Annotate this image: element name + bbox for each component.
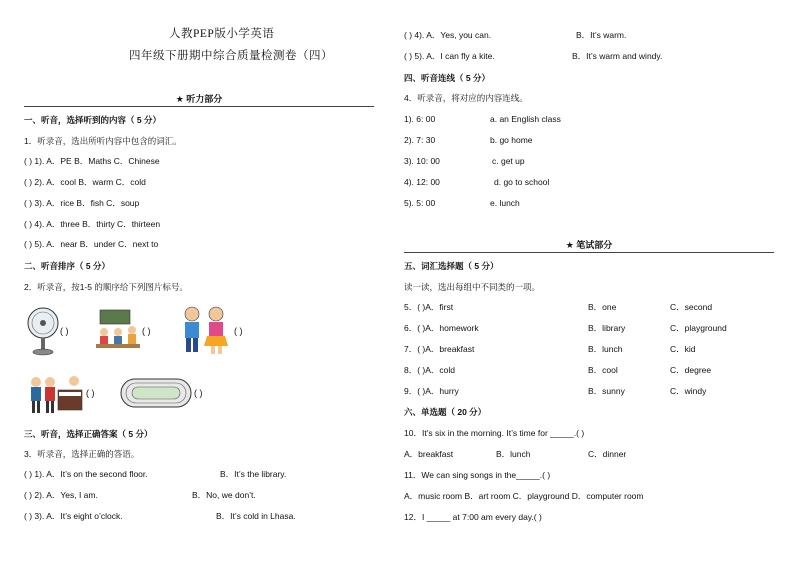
match-left: 2). 7: 30 bbox=[404, 135, 436, 145]
right-column bbox=[404, 0, 774, 561]
part3-item-b: B．It’s warm. bbox=[576, 30, 627, 40]
doc-title-line1: 人教PEP版小学英语 bbox=[169, 28, 275, 40]
part3-item-a: ( ) 4). A．Yes, you can. bbox=[404, 30, 492, 40]
vocab-option-b: B．cool bbox=[588, 365, 618, 375]
mc-question-10: 10．It’s six in the morning. It’s time for _____.( ) bbox=[404, 428, 585, 438]
mc-options-11: A．music room B．art room C．playground D．computer room bbox=[404, 491, 644, 501]
left-column bbox=[24, 0, 374, 561]
children-playing-picture bbox=[176, 302, 234, 356]
part1-item: ( ) 3). A．rice B．fish C．soup bbox=[24, 198, 140, 208]
part3-item-a: ( ) 3). A．It’s eight o’clock. bbox=[24, 511, 123, 521]
part1-item: ( ) 4). A．three B．thirty C．thirteen bbox=[24, 219, 161, 229]
section-divider bbox=[404, 252, 774, 253]
match-left: 5). 5: 00 bbox=[404, 198, 436, 208]
vocab-option-b: B．lunch bbox=[588, 344, 623, 354]
answer-paren: ( ) bbox=[234, 326, 243, 336]
part3-item-a: ( ) 2). A．Yes, I am. bbox=[24, 490, 98, 500]
classroom-picture bbox=[94, 308, 142, 350]
match-right: d. go to school bbox=[494, 177, 550, 187]
running-track-picture bbox=[120, 378, 192, 408]
music-class-picture bbox=[26, 372, 84, 416]
vocab-question: 5．( )A．first bbox=[404, 302, 454, 312]
part5-heading: 五、词汇选择题（ 5 分） bbox=[404, 261, 499, 271]
part3-item-b: B．No, we don’t. bbox=[192, 490, 256, 500]
vocab-option-b: B．sunny bbox=[588, 386, 625, 396]
vocab-question: 8．( )A．cold bbox=[404, 365, 456, 375]
part1-item: ( ) 2). A．cool B．warm C．cold bbox=[24, 177, 146, 187]
vocab-option-c: C．degree bbox=[670, 365, 712, 375]
listening-section-title: ★ 听力部分 bbox=[175, 94, 223, 104]
part3-item-a: ( ) 5). A．I can fly a kite. bbox=[404, 51, 495, 61]
part6-heading: 六、单选题（ 20 分） bbox=[404, 407, 487, 417]
vocab-option-c: C．playground bbox=[670, 323, 727, 333]
mc-option-c: C．dinner bbox=[588, 449, 627, 459]
mc-question-12: 12．I _____ at 7:00 am every day.( ) bbox=[404, 512, 542, 522]
part5-instruction: 读一读，选出每组中不同类的一项。 bbox=[404, 282, 541, 292]
part3-instruction: 3．听录音，选择正确的答语。 bbox=[24, 449, 140, 459]
doc-title-line2: 四年级下册期中综合质量检测卷（四） bbox=[129, 50, 333, 62]
mc-question-11: 11．We can sing songs in the_____.( ) bbox=[404, 470, 551, 480]
part3-item-a: ( ) 1). A．It’s on the second floor. bbox=[24, 469, 148, 479]
match-left: 1). 6: 00 bbox=[404, 114, 436, 124]
answer-paren: ( ) bbox=[60, 326, 69, 336]
vocab-option-b: B．one bbox=[588, 302, 617, 312]
part2-heading: 二、听音排序（ 5 分） bbox=[24, 261, 110, 271]
electric-fan-picture bbox=[26, 306, 60, 356]
part3-heading: 三、听音，选择正确答案（ 5 分） bbox=[24, 429, 153, 439]
mc-option-a: A．breakfast bbox=[404, 449, 454, 459]
part1-item: ( ) 1). A．PE B．Maths C．Chinese bbox=[24, 156, 160, 166]
part3-item-b: B．It’s cold in Lhasa. bbox=[216, 511, 296, 521]
vocab-question: 6．( )A．homework bbox=[404, 323, 479, 333]
vocab-option-c: C．second bbox=[670, 302, 713, 312]
vocab-option-c: C．kid bbox=[670, 344, 696, 354]
part1-heading: 一、听音，选择听到的内容（ 5 分） bbox=[24, 115, 161, 125]
vocab-question: 7．( )A．breakfast bbox=[404, 344, 475, 354]
vocab-question: 9．( )A．hurry bbox=[404, 386, 459, 396]
part4-instruction: 4．听录音，将对应的内容连线。 bbox=[404, 93, 528, 103]
section-divider bbox=[24, 106, 374, 107]
mc-option-b: B．lunch bbox=[496, 449, 531, 459]
listening-section-header bbox=[24, 92, 374, 105]
match-left: 3). 10: 00 bbox=[404, 156, 440, 166]
answer-paren: ( ) bbox=[142, 326, 151, 336]
match-right: b. go home bbox=[490, 135, 533, 145]
part2-instruction: 2．听录音，按1-5 的顺序给下列图片标号。 bbox=[24, 282, 188, 292]
match-left: 4). 12: 00 bbox=[404, 177, 440, 187]
part3-item-b: B．It’s warm and windy. bbox=[572, 51, 663, 61]
vocab-option-b: B．library bbox=[588, 323, 626, 333]
part3-item-b: B．It’s the library. bbox=[220, 469, 287, 479]
writing-section-header bbox=[404, 238, 774, 251]
match-right: e. lunch bbox=[490, 198, 520, 208]
answer-paren: ( ) bbox=[194, 388, 203, 398]
writing-section-title: ★ 笔试部分 bbox=[565, 240, 613, 250]
match-right: a. an English class bbox=[490, 114, 561, 124]
answer-paren: ( ) bbox=[86, 388, 95, 398]
part4-heading: 四、听音连线（ 5 分） bbox=[404, 73, 490, 83]
vocab-option-c: C．windy bbox=[670, 386, 707, 396]
match-right: c. get up bbox=[492, 156, 525, 166]
part1-item: ( ) 5). A．near B．under C．next to bbox=[24, 239, 159, 249]
part1-instruction: 1．听录音，选出所听内容中包含的词汇。 bbox=[24, 136, 182, 146]
